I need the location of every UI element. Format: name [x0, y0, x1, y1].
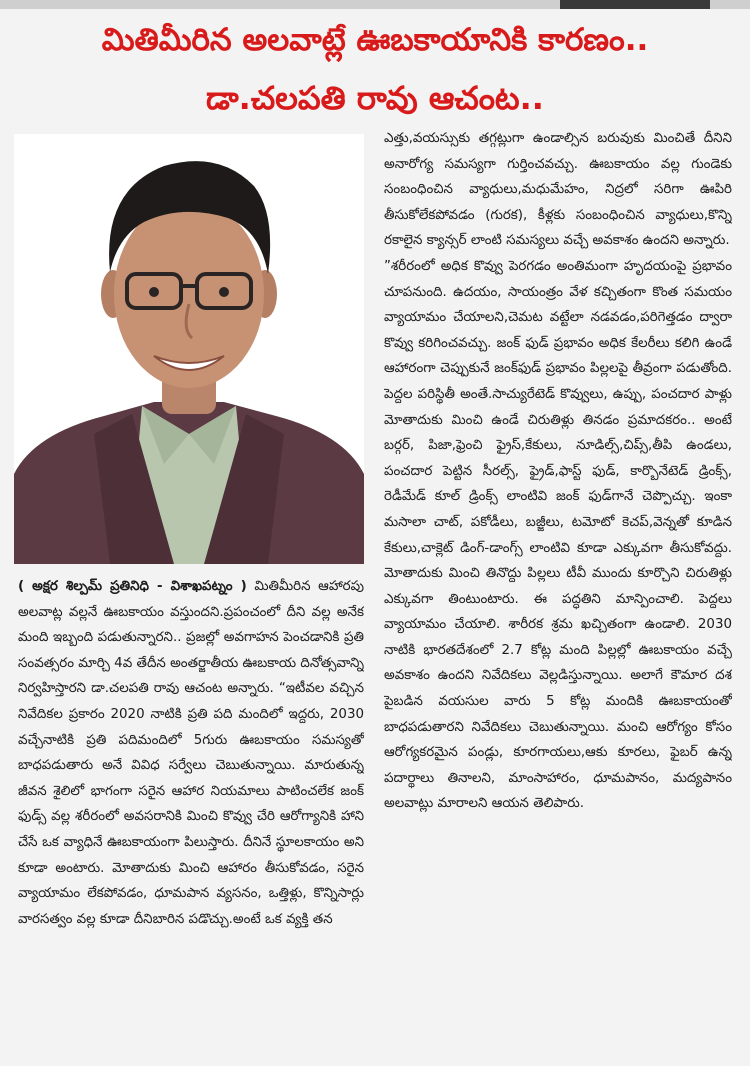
article-right-column — [384, 126, 732, 1058]
portrait-photo — [14, 134, 364, 564]
article-left-paragraph — [18, 574, 364, 932]
page-top-strip-dark — [560, 0, 710, 9]
article-subheadline: డా.చలపతి రావు ఆచంట.. — [206, 79, 544, 117]
article-byline: ( అక్షర శిల్పమ్ ప్రతినిధి - విశాఖపట్నం ) — [18, 579, 247, 594]
article-headline: మితిమీరిన అలవాట్లే ఊబకాయానికి కారణం.. — [101, 22, 649, 58]
article-left-column — [18, 574, 364, 1058]
article-right-paragraph: ఎత్తు,వయస్సుకు తగ్గట్లుగా ఉండాల్సిన బరువుకు మించితే దీనిని అనారోగ్య సమస్యగా గుర్తించవచ్చు. ఊబకాయం వల్ల గుండెకు సంబంధించిన వ్యాధులు,మధుమేహం, నిద్రలో సరిగా ఊపిరి తీసుకోలేకపోవడం (గురక), కీళ్లకు సంబంధించిన వ్యాధులు,కొన్ని రకాలైన క్యాన్సర్ లాంటి సమస్యలు వచ్చే అవకాశం ఉందని అన్నారు. — [384, 131, 732, 249]
article-left-text: మితిమీరిన ఆహారపు అలవాట్ల వల్లనే ఊబకాయం వస్తుందని.ప్రపంచంలో దీని వల్ల అనేక మంది ఇబ్బంది పడుతున్నారని.. ప్రజల్లో అవగాహన పెంచడానికి ప్రతి సంవత్సరం మార్చి 4వ తేదీన అంతర్జాతీయ ఊబకాయ దినోత్సవాన్ని నిర్వహిస్తారని డా.చలపతి రావు ఆచంట అన్నారు. “ఇటీవల వచ్చిన నివేదికల ప్రకారం 2020 నాటికి ప్రతి పది మందిలో ఇద్దరు, 2030 వచ్చేనాటికి ప్రతి పదిమందిలో 5గురు ఊబకాయం సమస్యతో బాధపడుతారు అనే వివిధ సర్వేలు చెబుతున్నాయి. మారుతున్న జీవన శైలిలో భాగంగా సరైన ఆహార నియమాలు పాటించలేక జంక్ ఫుడ్స్ వల్ల శరీరంలో అవసరానికి మించి కొవ్వు చేరి ఆరోగ్యానికి హాని చేసే ఒక వ్యాధినే ఊబకాయంగా పిలుస్తారు. దీనినే స్థూలకాయం అని కూడా అంటారు. మోతాదుకు మించి ఆహారం తీసుకోవడం, సరైన వ్యాయామం లేకపోవడం, ధూమపాన వ్యసనం, ఒత్తిళ్లు, కొన్నిసార్లు వారసత్వం వల్ల కూడా దీనిబారిన పడొచ్చు.అంటే ఒక వ్యక్తి తన — [18, 579, 364, 927]
article-right-paragraph: ”శరీరంలో అధిక కొవ్వు పెరగడం అంతిమంగా హృదయంపై ప్రభావం చూపనుంది. ఉదయం, సాయంత్రం వేళ కచ్చితంగా కొంత సమయం వ్యాయామం చేయాలని,చెమట వట్టేలా నడవడం,పరిగెత్తడం ద్వారా కొవ్వు కరిగించవచ్చు. జంక్ ఫుడ్ ప్రభావం అధిక కేలరీలు కలిగి ఉండే ఆహారంగా చెప్పుకునే జంక్‌ఫుడ్ ప్రభావం పిల్లలపై తీవ్రంగా పడుతోంది. పెద్దల పరిస్థితీ అంతే.సాచ్యురేటెడ్ కొవ్వులు, ఉప్పు, పంచదార పాళ్లు మోతాదుకు మించి ఉండే చిరుతిళ్లు తినడం ప్రమాదకరం.. అంటే బర్గర్, పిజా,ఫ్రెంచి ఫ్రైస్,కేకులు, నూడిల్స్,చిప్స్,తీపి ఉండలు, పంచదార పెట్టిన సీరల్స్, ఫ్రైడ్,ఫాస్ట్ ఫుడ్, కార్బొనేటెడ్ డ్రింక్స్, రెడీమేడ్ కూల్ డ్రింక్స్ లాంటివి జంక్ ఫుడ్‌గానే చెప్పొచ్చు. ఇంకా మసాలా చాట్, పకోడీలు, బజ్జీలు, టమోటో కెచప్,వెన్నతో కూడిన కేకులు,చాక్లెట్ డింగ్-డాంగ్స్ లాంటివి కూడా ఎక్కువగా తీసుకోవద్దు. మోతాదుకు మించి తినొద్దు పిల్లలు టీవీ ముందు కూర్చొని చిరుతిళ్లు ఎక్కువగా తింటుంటారు. ఈ పద్ధతిని మాన్పించాలి. పెద్దలు వ్యాయామం చేయాలి. శారీరక శ్రమ ఖచ్చితంగా ఉండాలి. 2030 నాటికి భారతదేశంలో 2.7 కోట్ల మంది పిల్లల్లో ఊబకాయం వచ్చే అవకాశం ఉందని నివేదికలు వెల్లడిస్తున్నాయి. అలాగే కౌమార దశ పైబడిన వయసుల వారు 5 కోట్ల మందికి ఊబకాయంతో బాధపడుతారని నివేదికలు చెబుతున్నాయి. మంచి ఆరోగ్యం కోసం ఆరోగ్యకరమైన పండ్లు, కూరగాయలు,ఆకు కూరలు, ఫైబర్ ఉన్న పదార్థాలు తినాలని, మాంసాహారం, ధూమపానం, మద్యపానం అలవాట్లు మారాలని ఆయన తెలిపారు. — [384, 258, 732, 812]
page-top-strip — [0, 0, 750, 9]
